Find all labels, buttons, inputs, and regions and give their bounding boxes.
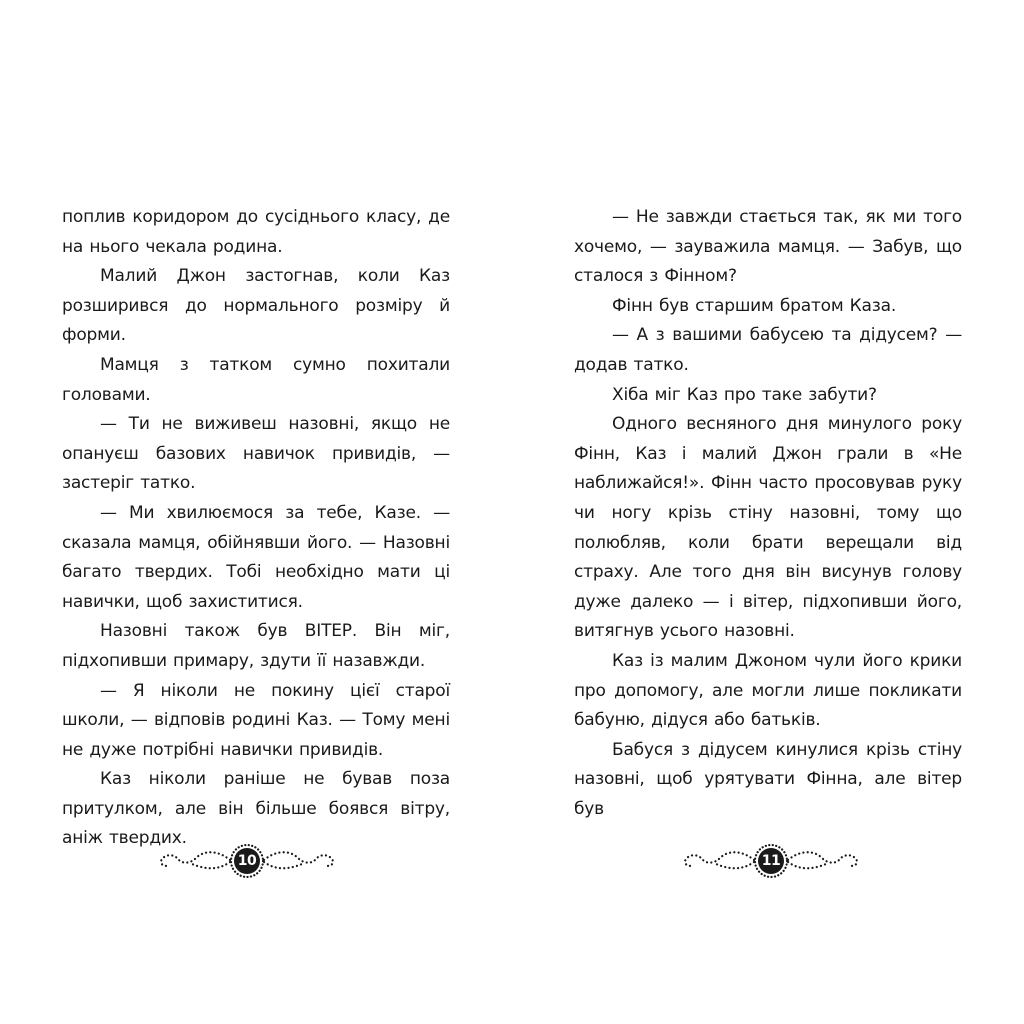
paragraph: Хіба міг Каз про таке забути?: [612, 384, 877, 405]
page-number-ornament-left: [152, 842, 342, 878]
paragraph: Фінн був старшим братом Каза.: [612, 295, 897, 316]
right-page: [574, 203, 962, 824]
paragraph: Каз ніколи раніше не бував поза притулком, але він більше боявся вітру, аніж твердих.: [62, 769, 450, 849]
paragraph: Бабуся з дідусем кинулися крізь стіну назовні, щоб урятувати Фінна, але вітер був: [574, 739, 962, 819]
paragraph: — Ти не виживеш назовні, якщо не опануєш базових навичок привидів, — застеріг татко.: [62, 414, 450, 494]
left-page-text: [62, 203, 450, 854]
paragraph: Одного весняного дня минулого року Фінн, Каз і малий Джон грали в «Не наближайся!». Фінн часто просовував руку чи ногу крізь стіну назовні, тому що полюбляв, коли брати верещали від страху. Але того дня він висунув голову дуже далеко — і вітер, підхопивши його, витягнув усього назовні.: [574, 414, 962, 642]
paragraph: Назовні також був ВІТЕР. Він міг, підхопивши примару, здути її назавжди.: [62, 621, 450, 671]
paragraph: — А з вашими бабусею та дідусем? — додав татко.: [574, 325, 962, 375]
paragraph: поплив коридором до сусіднього класу, де на нього чекала родина.: [62, 207, 450, 257]
paragraph: — Не завжди стається так, як ми того хочемо, — зауважила мамця. — Забув, що сталося з Фінном?: [574, 207, 962, 287]
page-number-ornament-right: [676, 842, 866, 878]
paragraph: Каз із малим Джоном чули його крики про допомогу, але могли лише покликати бабуню, дідуся або батьків.: [574, 650, 962, 731]
paragraph: — Ми хвилюємося за тебе, Казе. — сказала мамця, обійнявши його. — Назовні багато твердих. Тобі необхідно мати ці навички, щоб захиститися.: [62, 502, 450, 612]
paragraph: Мамця з татком сумно похитали головами.: [62, 354, 450, 405]
left-page: [62, 203, 450, 854]
page-number: 11: [761, 853, 781, 869]
right-page-text: [574, 203, 962, 824]
paragraph: Малий Джон застогнав, коли Каз розширився до нормального розміру й форми.: [62, 266, 450, 346]
page-number: 10: [237, 853, 257, 869]
paragraph: — Я ніколи не покину цієї старої школи, — відповів родині Каз. — Тому мені не дуже потрібні навички привидів.: [62, 680, 450, 760]
